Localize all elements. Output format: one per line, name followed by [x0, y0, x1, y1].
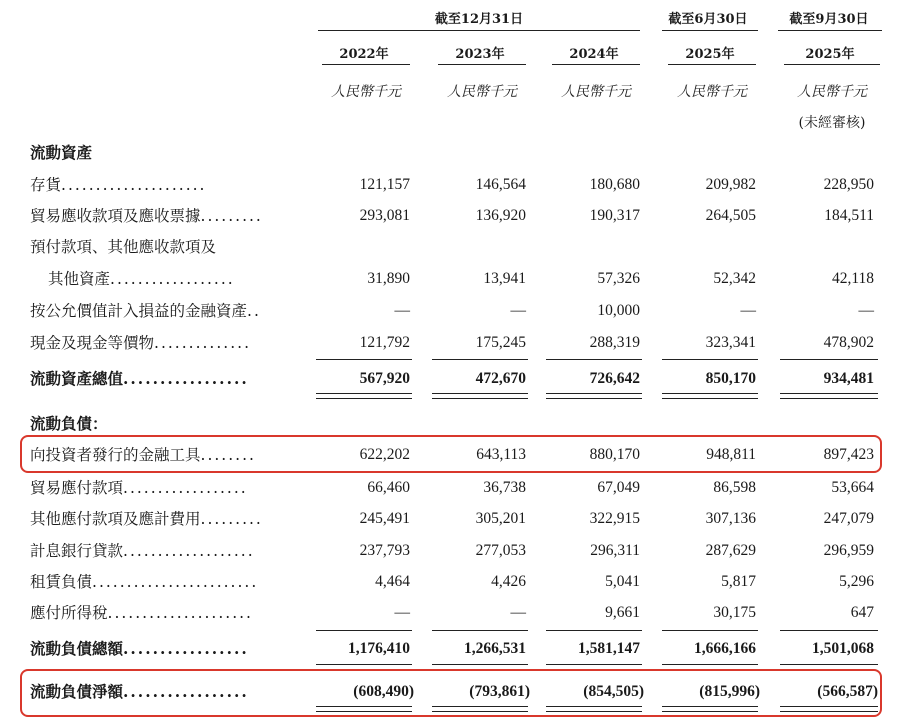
header-year-rule-4: [668, 64, 756, 65]
cell: 57,326: [597, 270, 640, 287]
cell: 643,113: [476, 446, 526, 463]
header-unit-3: 人民幣千元: [561, 84, 631, 100]
cell: 296,959: [823, 542, 874, 559]
cell: 42,118: [831, 270, 874, 287]
row-label: 流動負債淨額.................: [30, 682, 249, 701]
cell: —: [394, 604, 410, 621]
cell: 478,902: [823, 334, 874, 351]
cell: 180,680: [589, 176, 640, 193]
row-label: 存貨.....................: [30, 176, 207, 194]
double-underline: [662, 393, 758, 399]
cell: (566,587): [817, 683, 878, 700]
subtotal-rule: [316, 630, 412, 631]
cell: 121,157: [359, 176, 410, 193]
header-group-jun30-rule: [662, 30, 758, 31]
cell: 184,511: [824, 207, 874, 224]
cell: 472,670: [475, 370, 526, 387]
cell: (815,996): [699, 683, 760, 700]
cell: —: [510, 604, 526, 621]
table-row: [0, 504, 908, 534]
row-label: 計息銀行貸款...................: [30, 542, 255, 560]
subtotal-rule: [780, 630, 878, 631]
cell: 36,738: [483, 479, 526, 496]
cell: 277,053: [475, 542, 526, 559]
subtotal-rule: [662, 359, 758, 360]
cell: 5,296: [839, 573, 874, 590]
cell: 31,890: [367, 270, 410, 287]
cell: —: [740, 302, 756, 319]
cell: —: [858, 302, 874, 319]
header-unit-1: 人民幣千元: [331, 84, 401, 100]
header-year-rule-5: [784, 64, 880, 65]
header-year-2024: 2024年: [569, 47, 619, 62]
header-unit-5: 人民幣千元: [797, 84, 867, 100]
cell: 567,920: [359, 370, 410, 387]
cell: (793,861): [469, 683, 530, 700]
cell: 190,317: [589, 207, 640, 224]
table-row: [0, 473, 908, 503]
subtotal-rule: [780, 359, 878, 360]
section-current-liabilities: 流動負債：: [30, 414, 108, 433]
table-row: [0, 170, 908, 200]
cell: 1,666,166: [694, 640, 756, 657]
cell: 850,170: [705, 370, 756, 387]
subtotal-rule: [432, 664, 528, 665]
cell: 323,341: [705, 334, 756, 351]
cell: 237,793: [359, 542, 410, 559]
cell: 305,201: [475, 510, 526, 527]
row-label: 貿易應收款項及應收票據.........: [30, 207, 263, 225]
cell: 288,319: [589, 334, 640, 351]
header-year-2025-jun: 2025年: [685, 47, 735, 62]
cell: 245,491: [359, 510, 410, 527]
double-underline: [546, 393, 642, 399]
table-row: [0, 328, 908, 358]
table-row: [0, 232, 908, 262]
subtotal-rule: [546, 359, 642, 360]
cell: 4,426: [491, 573, 526, 590]
cell: —: [510, 302, 526, 319]
highlight-box-net-current-liabilities: [20, 669, 882, 717]
row-label: 其他資產..................: [48, 270, 235, 288]
cell: (608,490): [353, 683, 414, 700]
cell: 30,175: [713, 604, 756, 621]
row-label: 按公允價值計入損益的金融資產..: [30, 302, 261, 320]
table-row: [0, 536, 908, 566]
subtotal-rule: [316, 664, 412, 665]
header-year-2025-sep: 2025年: [805, 47, 855, 62]
cell: 296,311: [590, 542, 640, 559]
cell: 66,460: [367, 479, 410, 496]
cell: 264,505: [705, 207, 756, 224]
cell: 622,202: [359, 446, 410, 463]
cell: 647: [850, 604, 874, 621]
subtotal-rule: [780, 664, 878, 665]
cell: 897,423: [823, 446, 874, 463]
header-group-jun30: 截至6月30日: [668, 12, 748, 27]
cell: 726,642: [589, 370, 640, 387]
cell: 53,664: [831, 479, 874, 496]
cell: 287,629: [705, 542, 756, 559]
double-underline: [316, 393, 412, 399]
header-group-sep30: 截至9月30日: [789, 12, 869, 27]
header-unaudited: (未經審核): [798, 115, 866, 131]
row-label: 現金及現金等價物..............: [30, 334, 251, 352]
cell: 247,079: [823, 510, 874, 527]
header-group-dec31: 截至12月31日: [434, 12, 524, 27]
subtotal-rule: [662, 630, 758, 631]
header-unit-2: 人民幣千元: [447, 84, 517, 100]
header-year-2023: 2023年: [455, 47, 505, 62]
cell: 121,792: [359, 334, 410, 351]
cell: (854,505): [583, 683, 644, 700]
header-group-sep30-rule: [778, 30, 882, 31]
cell: 67,049: [597, 479, 640, 496]
subtotal-rule: [546, 664, 642, 665]
subtotal-rule: [662, 664, 758, 665]
cell: —: [394, 302, 410, 319]
cell: 209,982: [705, 176, 756, 193]
cell: 307,136: [705, 510, 756, 527]
header-year-rule-1: [322, 64, 410, 65]
cell: 1,266,531: [464, 640, 526, 657]
header-year-2022: 2022年: [339, 47, 389, 62]
cell: 86,598: [713, 479, 756, 496]
subtotal-rule: [316, 359, 412, 360]
cell: 293,081: [359, 207, 410, 224]
cell: 146,564: [475, 176, 526, 193]
row-label: 貿易應付款項..................: [30, 479, 248, 497]
row-label: 租賃負債........................: [30, 573, 259, 591]
cell: 5,041: [605, 573, 640, 590]
header-year-rule-3: [552, 64, 640, 65]
cell: 948,811: [706, 446, 756, 463]
header-unit-4: 人民幣千元: [677, 84, 747, 100]
cell: 9,661: [605, 604, 640, 621]
cell: 1,501,068: [812, 640, 874, 657]
cell: 4,464: [375, 573, 410, 590]
row-label: 向投資者發行的金融工具........: [30, 446, 256, 464]
total-row-current-assets: [0, 364, 908, 394]
subtotal-rule: [432, 630, 528, 631]
section-current-assets: 流動資產: [30, 143, 93, 162]
cell: 934,481: [823, 370, 874, 387]
table-row: [0, 567, 908, 597]
table-row: [0, 264, 908, 294]
cell: 1,176,410: [348, 640, 410, 657]
table-row: [0, 296, 908, 326]
cell: 5,817: [721, 573, 756, 590]
table-row: [0, 201, 908, 231]
double-underline: [432, 393, 528, 399]
cell: 1,581,147: [578, 640, 640, 657]
row-label: 預付款項、其他應收款項及: [30, 238, 217, 256]
row-label: 其他應付款項及應計費用.........: [30, 510, 263, 528]
cell: 52,342: [713, 270, 756, 287]
cell: 880,170: [589, 446, 640, 463]
cell: 322,915: [589, 510, 640, 527]
subtotal-rule: [432, 359, 528, 360]
row-label: 流動負債總額.................: [30, 639, 249, 658]
header-year-rule-2: [438, 64, 526, 65]
cell: 13,941: [483, 270, 526, 287]
table-row: [0, 598, 908, 628]
cell: 10,000: [597, 302, 640, 319]
header-group-dec31-rule: [318, 30, 640, 31]
highlight-box-financial-instruments: [20, 435, 882, 473]
row-label: 流動資產總值.................: [30, 369, 249, 388]
cell: 136,920: [475, 207, 526, 224]
cell: 175,245: [475, 334, 526, 351]
total-row-current-liabilities: [0, 634, 908, 664]
cell: 228,950: [823, 176, 874, 193]
row-label: 應付所得稅.....................: [30, 604, 253, 622]
subtotal-rule: [546, 630, 642, 631]
double-underline: [780, 393, 878, 399]
